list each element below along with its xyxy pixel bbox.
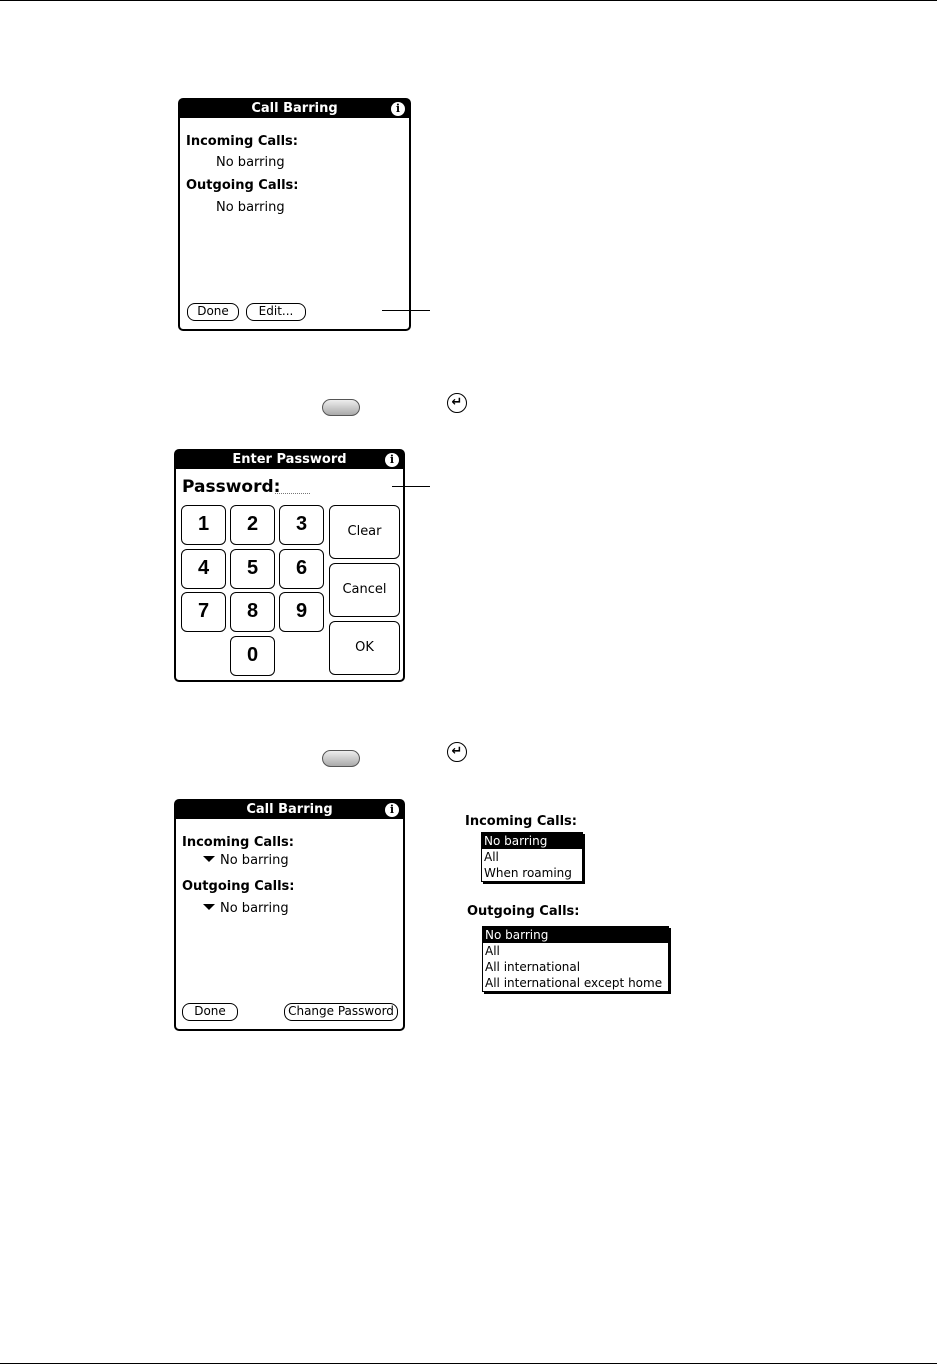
list-item[interactable]: All international except home — [485, 976, 663, 990]
key-0[interactable]: 0 — [230, 636, 275, 676]
screen-title: Call Barring i — [180, 100, 409, 118]
screen-title: Call Barring i — [176, 801, 403, 819]
list-item[interactable]: No barring — [483, 927, 668, 943]
callout-line — [382, 310, 430, 311]
info-icon[interactable]: i — [385, 803, 399, 817]
chevron-down-icon — [203, 904, 215, 910]
incoming-calls-label: Incoming Calls: — [186, 134, 298, 149]
incoming-calls-list — [481, 832, 583, 882]
password-label: Password: — [182, 477, 281, 497]
outgoing-calls-value: No barring — [216, 200, 285, 215]
hardware-button-icon — [322, 399, 360, 416]
key-3[interactable]: 3 — [279, 505, 324, 545]
chevron-down-icon — [203, 856, 215, 862]
done-button[interactable]: Done — [182, 1003, 238, 1021]
incoming-calls-label: Incoming Calls: — [182, 835, 294, 850]
incoming-calls-picker[interactable]: No barring — [203, 853, 289, 868]
key-2[interactable]: 2 — [230, 505, 275, 545]
done-button[interactable]: Done — [187, 303, 239, 321]
callout-line — [392, 486, 430, 487]
list-item[interactable]: When roaming — [484, 866, 572, 880]
list-item[interactable]: All — [484, 850, 499, 864]
key-6[interactable]: 6 — [279, 549, 324, 589]
cancel-button[interactable]: Cancel — [329, 563, 400, 617]
enter-password-screen — [174, 449, 405, 682]
outgoing-calls-list — [482, 926, 669, 992]
password-field[interactable] — [275, 493, 310, 494]
change-password-button[interactable]: Change Password — [284, 1003, 398, 1021]
key-7[interactable]: 7 — [181, 592, 226, 632]
incoming-calls-popup-label: Incoming Calls: — [465, 814, 577, 829]
list-item[interactable]: No barring — [482, 833, 582, 849]
incoming-calls-value: No barring — [216, 155, 285, 170]
top-rule — [0, 0, 937, 1]
call-barring-edit-screen — [174, 799, 405, 1031]
key-9[interactable]: 9 — [279, 592, 324, 632]
enter-key-icon: ↵ — [447, 393, 467, 413]
outgoing-calls-picker[interactable]: No barring — [203, 901, 289, 916]
key-4[interactable]: 4 — [181, 549, 226, 589]
bottom-rule — [0, 1363, 937, 1364]
key-8[interactable]: 8 — [230, 592, 275, 632]
hardware-button-icon — [322, 750, 360, 767]
outgoing-calls-popup-label: Outgoing Calls: — [467, 904, 580, 919]
outgoing-calls-label: Outgoing Calls: — [182, 879, 295, 894]
list-item[interactable]: All — [485, 944, 500, 958]
info-icon[interactable]: i — [385, 453, 399, 467]
key-1[interactable]: 1 — [181, 505, 226, 545]
outgoing-calls-label: Outgoing Calls: — [186, 178, 299, 193]
edit-button[interactable]: Edit... — [246, 303, 306, 321]
screen-title: Enter Password i — [176, 451, 403, 469]
clear-button[interactable]: Clear — [329, 505, 400, 559]
info-icon[interactable]: i — [391, 102, 405, 116]
call-barring-screen — [178, 98, 411, 331]
ok-button[interactable]: OK — [329, 621, 400, 675]
list-item[interactable]: All international — [485, 960, 581, 974]
enter-key-icon: ↵ — [447, 742, 467, 762]
key-5[interactable]: 5 — [230, 549, 275, 589]
